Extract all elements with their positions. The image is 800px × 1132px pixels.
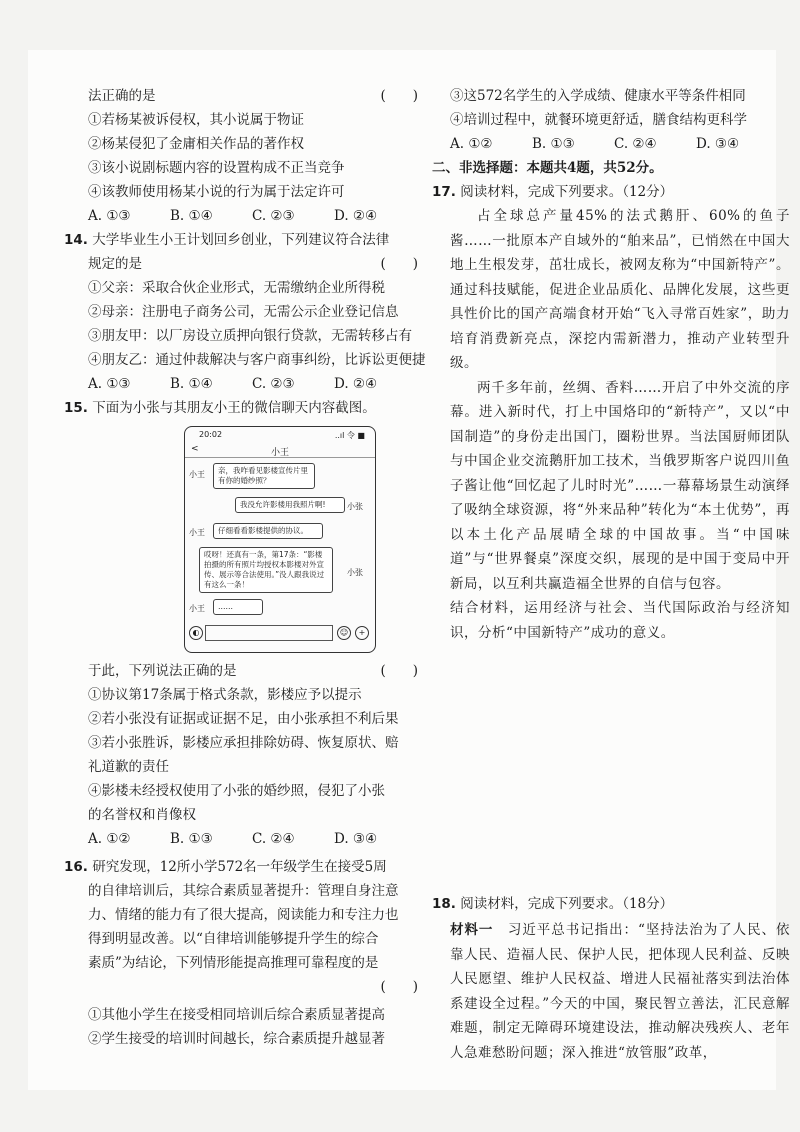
section-heading: 二、非选择题：本题共4题，共52分。 <box>432 160 663 176</box>
choice-c: C. ②③ <box>252 376 295 392</box>
choice-b: B. ①④ <box>170 208 213 224</box>
q13-option-2: ②杨某侵犯了金庸相关作品的著作权 <box>88 136 304 152</box>
q15-option-1: ①协议第17条属于格式条款，影楼应予以提示 <box>88 687 362 703</box>
back-icon: < <box>191 444 199 454</box>
q15-option-3: ③若小张胜诉，影楼应承担排除妨碍、恢复原状、赔 <box>88 735 399 751</box>
q14-option-3: ③朋友甲：以厂房设立质押向银行贷款，无需转移占有 <box>88 328 412 344</box>
right-column <box>432 84 791 1061</box>
chat-bubble: 我没允许影楼用我照片啊! <box>235 497 345 513</box>
q16-stem-2: 的自律培训后，其综合素质显著提升：管理自身注意 <box>88 883 399 899</box>
q16-stem-4: 得到明显改善。以“自律培训能够提升学生的综合 <box>88 931 379 947</box>
plus-icon[interactable]: + <box>355 626 369 640</box>
q16-choices <box>450 132 790 156</box>
q16-paren: ( ) <box>380 979 418 995</box>
q13-option-3: ③该小说剧标题内容的设置构成不正当竞争 <box>88 160 345 176</box>
q18-stem: 18. 阅读材料，完成下列要求。（18分） <box>432 896 674 912</box>
q15-option-4-cont: 的名誉权和肖像权 <box>88 807 196 823</box>
choice-d: D. ③④ <box>696 136 740 152</box>
choice-a: A. ①② <box>450 136 493 152</box>
choice-b: B. ①④ <box>170 376 213 392</box>
q17-task: 结合材料，运用经济与社会、当代国际政治与经济知识，分析“中国新特产”成功的意义。 <box>450 600 790 641</box>
q16-option-1: ①其他小学生在接受相同培训后综合素质显著提高 <box>88 1007 385 1023</box>
q17-stem: 17. 阅读材料，完成下列要求。（12分） <box>432 184 674 200</box>
q15-choices <box>88 827 418 851</box>
divider <box>185 457 375 458</box>
choice-c: C. ②④ <box>252 831 295 847</box>
q14-stem-2: 规定的是 ( ) <box>88 256 418 272</box>
q14-stem: 14. 大学毕业生小王计划回乡创业，下列建议符合法律 <box>64 232 390 248</box>
choice-b: B. ①③ <box>170 831 213 847</box>
sender-name: 小张 <box>347 568 363 577</box>
chat-bubble: 亲，我咋看见影楼宣传片里有你的婚纱照？ <box>213 463 315 489</box>
choice-a: A. ①② <box>88 831 131 847</box>
q15-stem: 15. 下面为小张与其朋友小王的微信聊天内容截图。 <box>64 400 376 416</box>
q14-option-4: ④朋友乙：通过仲裁解决与客户商事纠纷，比诉讼更便捷 <box>88 352 426 368</box>
q15-option-4: ④影楼未经授权使用了小张的婚纱照，侵犯了小张 <box>88 783 385 799</box>
choice-c: C. ②④ <box>614 136 657 152</box>
q17-material-1: 占全球总产量45%的法式鹅肝、60%的鱼子酱……一批原本产自域外的“舶来品”，已悄然在中国大地上生根发芽，茁壮成长，被网友称为“中国新特产”。通过科技赋能，促进企业品质化、品牌化发展，这些更具性价比的国产高端食材开始“飞入寻常百姓家”，助力培育消费新亮点，深挖内需新潜力，推动产业转型升级。 <box>450 208 790 371</box>
q16-stem-5: 素质”为结论，下列情形能提高推理可靠程度的是 <box>88 955 379 971</box>
q16-option-2: ②学生接受的培训时间越长，综合素质提升越显著 <box>88 1031 385 1047</box>
chat-bubble: …… <box>213 599 263 615</box>
choice-d: D. ②④ <box>334 208 378 224</box>
q18-material-1: 材料一 习近平总书记指出：“坚持法治为了人民、依靠人民、造福人民、保护人民，把体现人民利益、反映人民愿望、维护人民权益、增进人民福祉落实到法治体系建设全过程。”今天的中国，聚民智立善法，汇民意解难题，制定无障碍环境建设法，推动解决残疾人、老年人急难愁盼问题；深入推进“放管服”政革， <box>450 922 791 1061</box>
choice-b: B. ①③ <box>532 136 575 152</box>
q14-choices <box>88 372 418 396</box>
signal-icon: ..ıl 令 ■ <box>334 431 365 440</box>
exam-page <box>28 50 791 1090</box>
voice-icon[interactable]: ◐ <box>189 626 203 640</box>
chat-title: 小王 <box>270 448 289 458</box>
q15-option-2: ②若小张没有证据或证据不足，由小张承担不利后果 <box>88 711 399 727</box>
q17-material-2: 两千多年前，丝绸、香料……开启了中外交流的序幕。进入新时代，打上中国烙印的“新特产”，又以“中国制造”的身份走出国门，圈粉世界。当法国厨师团队与中国企业交流鹅肝加工技术，当俄罗斯客户说四川鱼子酱让他“回忆起了儿时时光”……一幕幕场景生动演绎了吸纳全球资源，将“外来品种”转化为“本土优势”，再以本土化产品展晴全球的中国故事。当“中国味道”与“世界餐桌”深度交织，展现的是中国于变局中开新局，以互利共赢造福全世界的自信与包容。 <box>450 379 790 592</box>
q13-stem: 法正确的是 ( ) <box>88 88 418 104</box>
q13-choices <box>88 204 418 228</box>
q15-stem-2: 于此，下列说法正确的是 ( ) <box>88 663 418 679</box>
q16-stem-3: 力、情绪的能力有了很大提高，阅读能力和专注力也 <box>88 907 399 923</box>
emoji-icon[interactable]: ☺ <box>337 626 351 640</box>
choice-a: A. ①③ <box>88 208 131 224</box>
phone-time: 20:02 <box>199 430 223 439</box>
q15-option-3-cont: 礼道歉的责任 <box>88 759 169 775</box>
chat-bubble: 哎呀！还真有一条，第17条：“影楼拍摄的所有照片均授权本影楼对外宣传、展示等合法使用。”没人跟我说过有这么一条！ <box>199 547 333 593</box>
q16-option-3: ③这572名学生的入学成绩、健康水平等条件相同 <box>450 88 746 104</box>
q13-option-4: ④该教师使用杨某小说的行为属于法定许可 <box>88 184 345 200</box>
choice-d: D. ③④ <box>334 831 378 847</box>
sender-name: 小王 <box>189 470 205 479</box>
sender-name: 小王 <box>189 604 205 613</box>
choice-c: C. ②③ <box>252 208 295 224</box>
q16-option-4: ④培训过程中，就餐环境更舒适，膳食结构更科学 <box>450 112 747 128</box>
q14-option-2: ②母亲：注册电子商务公司，无需公示企业登记信息 <box>88 304 399 320</box>
message-input[interactable] <box>205 625 333 641</box>
q13-option-1: ①若杨某被诉侵权，其小说属于物证 <box>88 112 304 128</box>
choice-d: D. ②④ <box>334 376 378 392</box>
q16-stem: 16. 研究发现，12所小学572名一年级学生在接受5周 <box>64 859 387 875</box>
left-column <box>64 84 426 1051</box>
choice-a: A. ①③ <box>88 376 131 392</box>
wechat-screenshot <box>184 426 376 653</box>
sender-name: 小张 <box>347 502 363 511</box>
q14-option-1: ①父亲：采取合伙企业形式，无需缴纳企业所得税 <box>88 280 385 296</box>
sender-name: 小王 <box>189 528 205 537</box>
chat-bubble: 仔细看看影楼提供的协议。 <box>213 523 323 539</box>
